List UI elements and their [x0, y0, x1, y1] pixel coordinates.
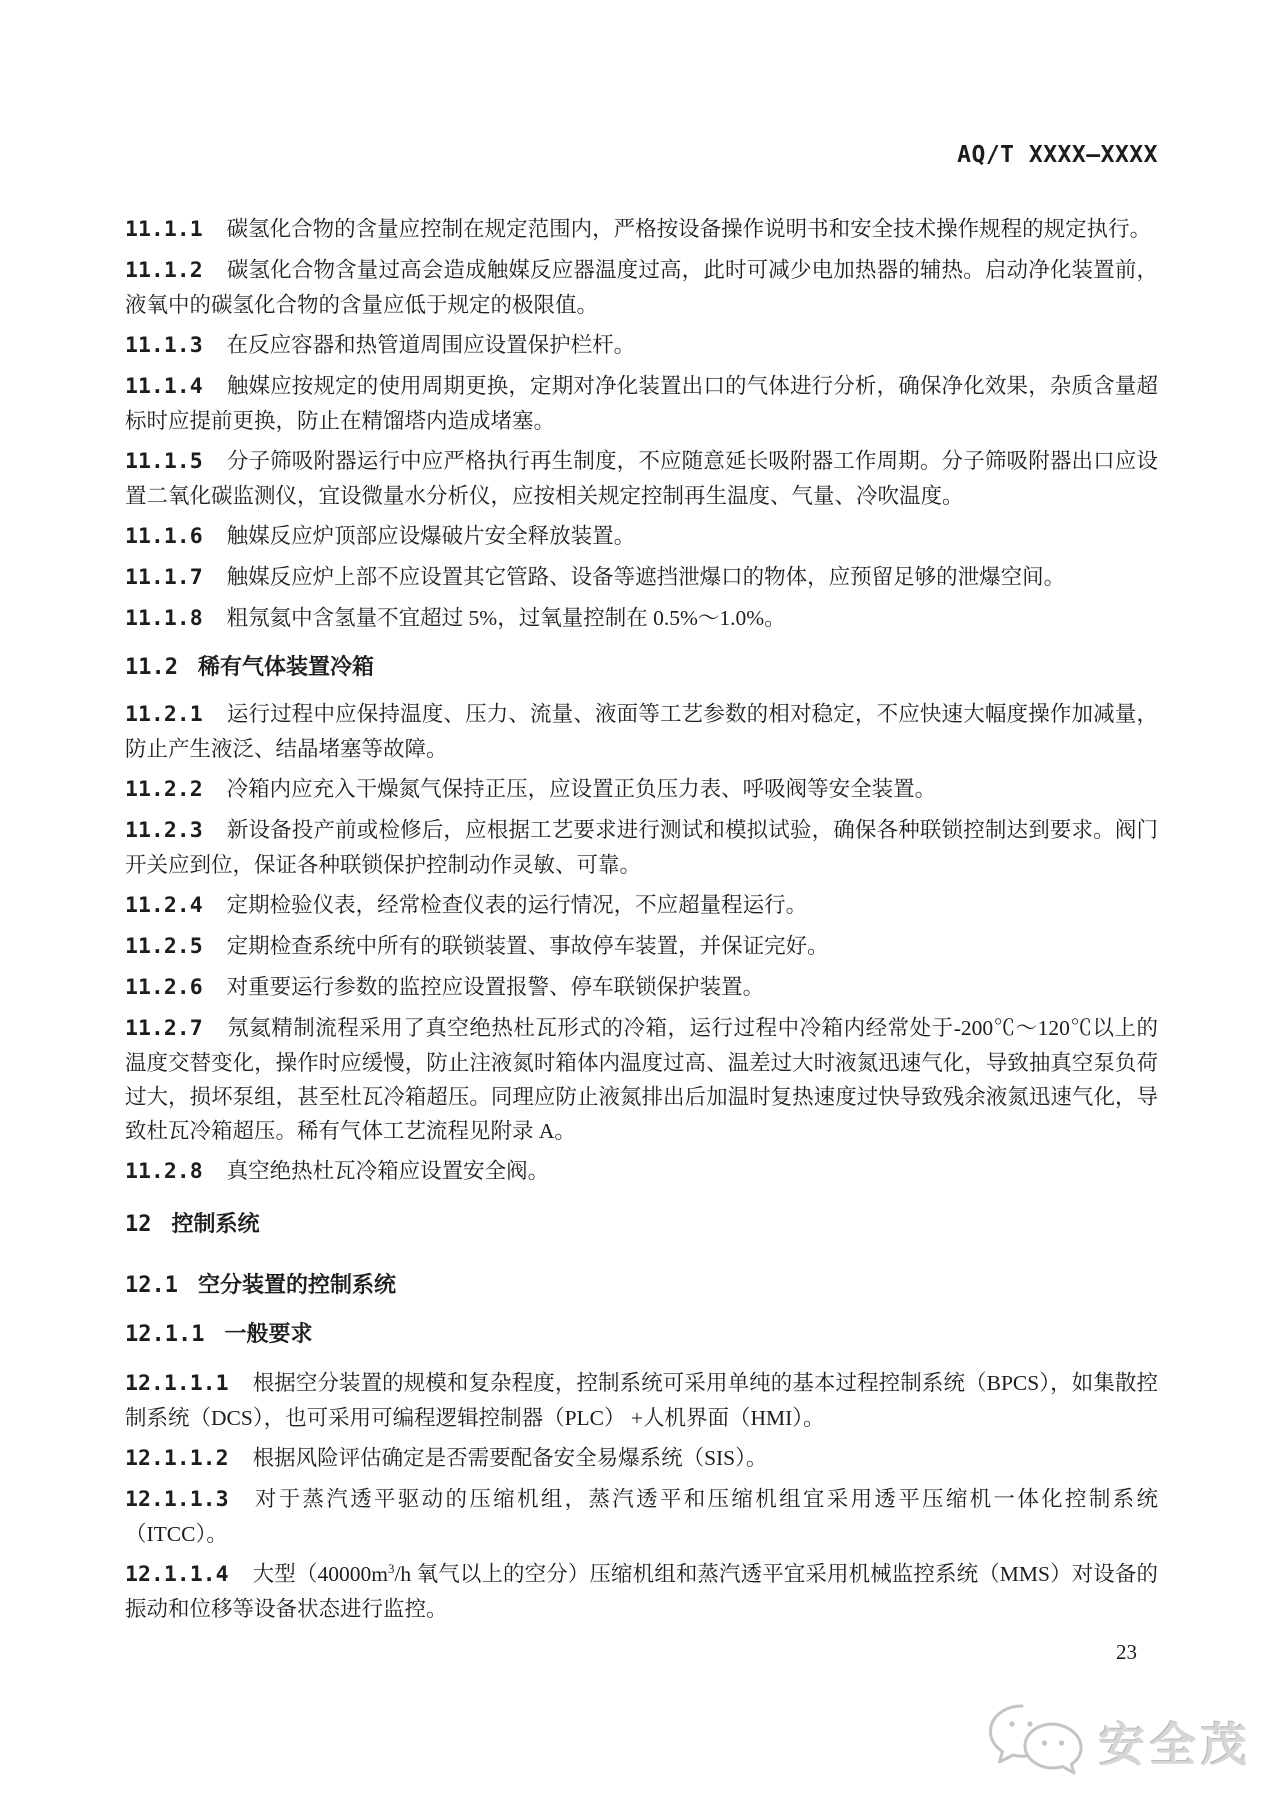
clause-text: 触媒应按规定的使用周期更换，定期对净化装置出口的气体进行分析，确保净化效果，杂质含量超标时应提前更换，防止在精馏塔内造成堵塞。	[125, 374, 1158, 433]
section-heading-12-1	[125, 1270, 1158, 1301]
clause-number: 11.1.5	[125, 449, 203, 474]
clause-number: 11.1.3	[125, 333, 203, 358]
clause-number: 11.2.4	[125, 893, 203, 918]
clause-number: 11.1.6	[125, 524, 203, 549]
clause-11-1-6	[125, 519, 1158, 554]
clause-text: 真空绝热杜瓦冷箱应设置安全阀。	[226, 1159, 550, 1183]
page-number: 23	[1116, 1640, 1137, 1664]
section-title: 空分装置的控制系统	[197, 1272, 396, 1297]
clause-11-2-5	[125, 929, 1158, 964]
document-code-header: AQ/T XXXX—XXXX	[957, 142, 1158, 168]
watermark-text: 安全茂	[1099, 1718, 1252, 1771]
clause-text-post: /h 氧气以上的空分）压缩机组和蒸汽透平宜采用机械监控系统（MMS）对设备的振动和位移等设备状态进行监控。	[125, 1562, 1158, 1621]
clause-text: 定期检查系统中所有的联锁装置、事故停车装置，并保证完好。	[226, 934, 829, 958]
chapter-number: 12	[125, 1212, 152, 1237]
clause-11-1-5	[125, 444, 1158, 513]
clause-number: 11.2.3	[125, 818, 203, 843]
section-heading-11-2	[125, 652, 1158, 683]
section-heading-12-1-1	[125, 1319, 1158, 1350]
section-number: 11.2	[125, 655, 178, 680]
clause-number: 11.1.4	[125, 374, 203, 399]
clause-text: 对于蒸汽透平驱动的压缩机组，蒸汽透平和压缩机组宜采用透平压缩机一体化控制系统（ITCC）。	[125, 1487, 1158, 1546]
watermark-logo	[983, 1699, 1252, 1784]
section-number: 12.1.1	[125, 1322, 205, 1347]
clause-text: 根据风险评估确定是否需要配备安全易爆系统（SIS）。	[252, 1446, 768, 1470]
section-title: 稀有气体装置冷箱	[197, 654, 374, 679]
chapter-title: 控制系统	[171, 1211, 260, 1236]
clause-text: 碳氢化合物含量过高会造成触媒反应器温度过高，此时可减少电加热器的辅热。启动净化装置前，液氧中的碳氢化合物的含量应低于规定的极限值。	[125, 258, 1158, 317]
section-number: 12.1	[125, 1273, 178, 1298]
clause-number: 11.2.7	[125, 1016, 203, 1041]
clause-text: 运行过程中应保持温度、压力、流量、液面等工艺参数的相对稳定，不应快速大幅度操作加减量，防止产生液泛、结晶堵塞等故障。	[125, 702, 1158, 761]
clause-number: 12.1.1.3	[125, 1487, 229, 1512]
clause-text: 根据空分装置的规模和复杂程度，控制系统可采用单纯的基本过程控制系统（BPCS），如集散控制系统（DCS），也可采用可编程逻辑控制器（PLC） +人机界面（HMI）。	[125, 1371, 1158, 1430]
clause-11-2-6	[125, 970, 1158, 1005]
clause-number: 11.1.7	[125, 565, 203, 590]
clause-11-2-2	[125, 772, 1158, 807]
chat-bubbles-icon	[983, 1699, 1087, 1784]
section-title: 一般要求	[224, 1321, 313, 1346]
page-content	[125, 0, 1158, 1665]
clause-number: 12.1.1.4	[125, 1562, 229, 1587]
clause-11-2-7	[125, 1011, 1158, 1148]
clause-text: 新设备投产前或检修后，应根据工艺要求进行测试和模拟试验，确保各种联锁控制达到要求。阀门开关应到位，保证各种联锁保护控制动作灵敏、可靠。	[125, 818, 1158, 877]
clause-11-1-2	[125, 253, 1158, 322]
clause-text: 碳氢化合物的含量应控制在规定范围内，严格按设备操作说明书和安全技术操作规程的规定执行。	[226, 217, 1152, 241]
clause-12-1-1-1	[125, 1366, 1158, 1435]
clause-12-1-1-4	[125, 1557, 1158, 1626]
clause-text: 对重要运行参数的监控应设置报警、停车联锁保护装置。	[226, 975, 765, 999]
clause-11-2-4	[125, 888, 1158, 923]
clause-11-1-8	[125, 601, 1158, 636]
document-body	[125, 212, 1158, 1665]
clause-11-1-7	[125, 560, 1158, 595]
chapter-heading-12	[125, 1209, 1158, 1240]
clause-text: 触媒反应炉上部不应设置其它管路、设备等遮挡泄爆口的物体，应预留足够的泄爆空间。	[226, 565, 1066, 589]
clause-12-1-1-3	[125, 1482, 1158, 1551]
clause-text-pre: 大型（40000m	[252, 1562, 388, 1586]
clause-12-1-1-2	[125, 1441, 1158, 1476]
clause-number: 11.2.6	[125, 975, 203, 1000]
clause-number: 11.2.8	[125, 1159, 203, 1184]
clause-11-2-8	[125, 1154, 1158, 1189]
clause-number: 11.1.1	[125, 217, 203, 242]
clause-text	[125, 1562, 1158, 1621]
clause-11-1-4	[125, 369, 1158, 438]
clause-number: 11.2.5	[125, 934, 203, 959]
clause-11-1-1	[125, 212, 1158, 247]
clause-number: 12.1.1.2	[125, 1446, 229, 1471]
clause-text: 冷箱内应充入干燥氮气保持正压，应设置正负压力表、呼吸阀等安全装置。	[226, 777, 937, 801]
clause-text: 触媒反应炉顶部应设爆破片安全释放装置。	[226, 524, 636, 548]
superscript-cubic: 3	[387, 1560, 395, 1576]
clause-number: 11.1.2	[125, 258, 203, 283]
clause-text: 分子筛吸附器运行中应严格执行再生制度，不应随意延长吸附器工作周期。分子筛吸附器出口应设置二氧化碳监测仪，宜设微量水分析仪，应按相关规定控制再生温度、气量、冷吹温度。	[125, 449, 1158, 508]
clause-text: 氖氦精制流程采用了真空绝热杜瓦形式的冷箱，运行过程中冷箱内经常处于-200℃～120℃以上的温度交替变化，操作时应缓慢，防止注液氮时箱体内温度过高、温差过大时液氮迅速气化，导致抽真空泵负荷过大，损坏泵组，甚至杜瓦冷箱超压。同理应防止液氮排出后加温时复热速度过快导致残余液氮迅速气化，导致杜瓦冷箱超压。稀有气体工艺流程见附录 A。	[125, 1016, 1158, 1143]
clause-11-1-3	[125, 328, 1158, 363]
clause-11-2-1	[125, 697, 1158, 766]
clause-11-2-3	[125, 813, 1158, 882]
clause-text: 定期检验仪表，经常检查仪表的运行情况，不应超量程运行。	[226, 893, 808, 917]
clause-number: 11.2.1	[125, 702, 203, 727]
clause-text: 在反应容器和热管道周围应设置保护栏杆。	[226, 333, 636, 357]
clause-text: 粗氖氦中含氢量不宜超过 5%，过氧量控制在 0.5%～1.0%。	[226, 606, 786, 630]
clause-number: 11.2.2	[125, 777, 203, 802]
clause-number: 11.1.8	[125, 606, 203, 631]
clause-number: 12.1.1.1	[125, 1371, 229, 1396]
